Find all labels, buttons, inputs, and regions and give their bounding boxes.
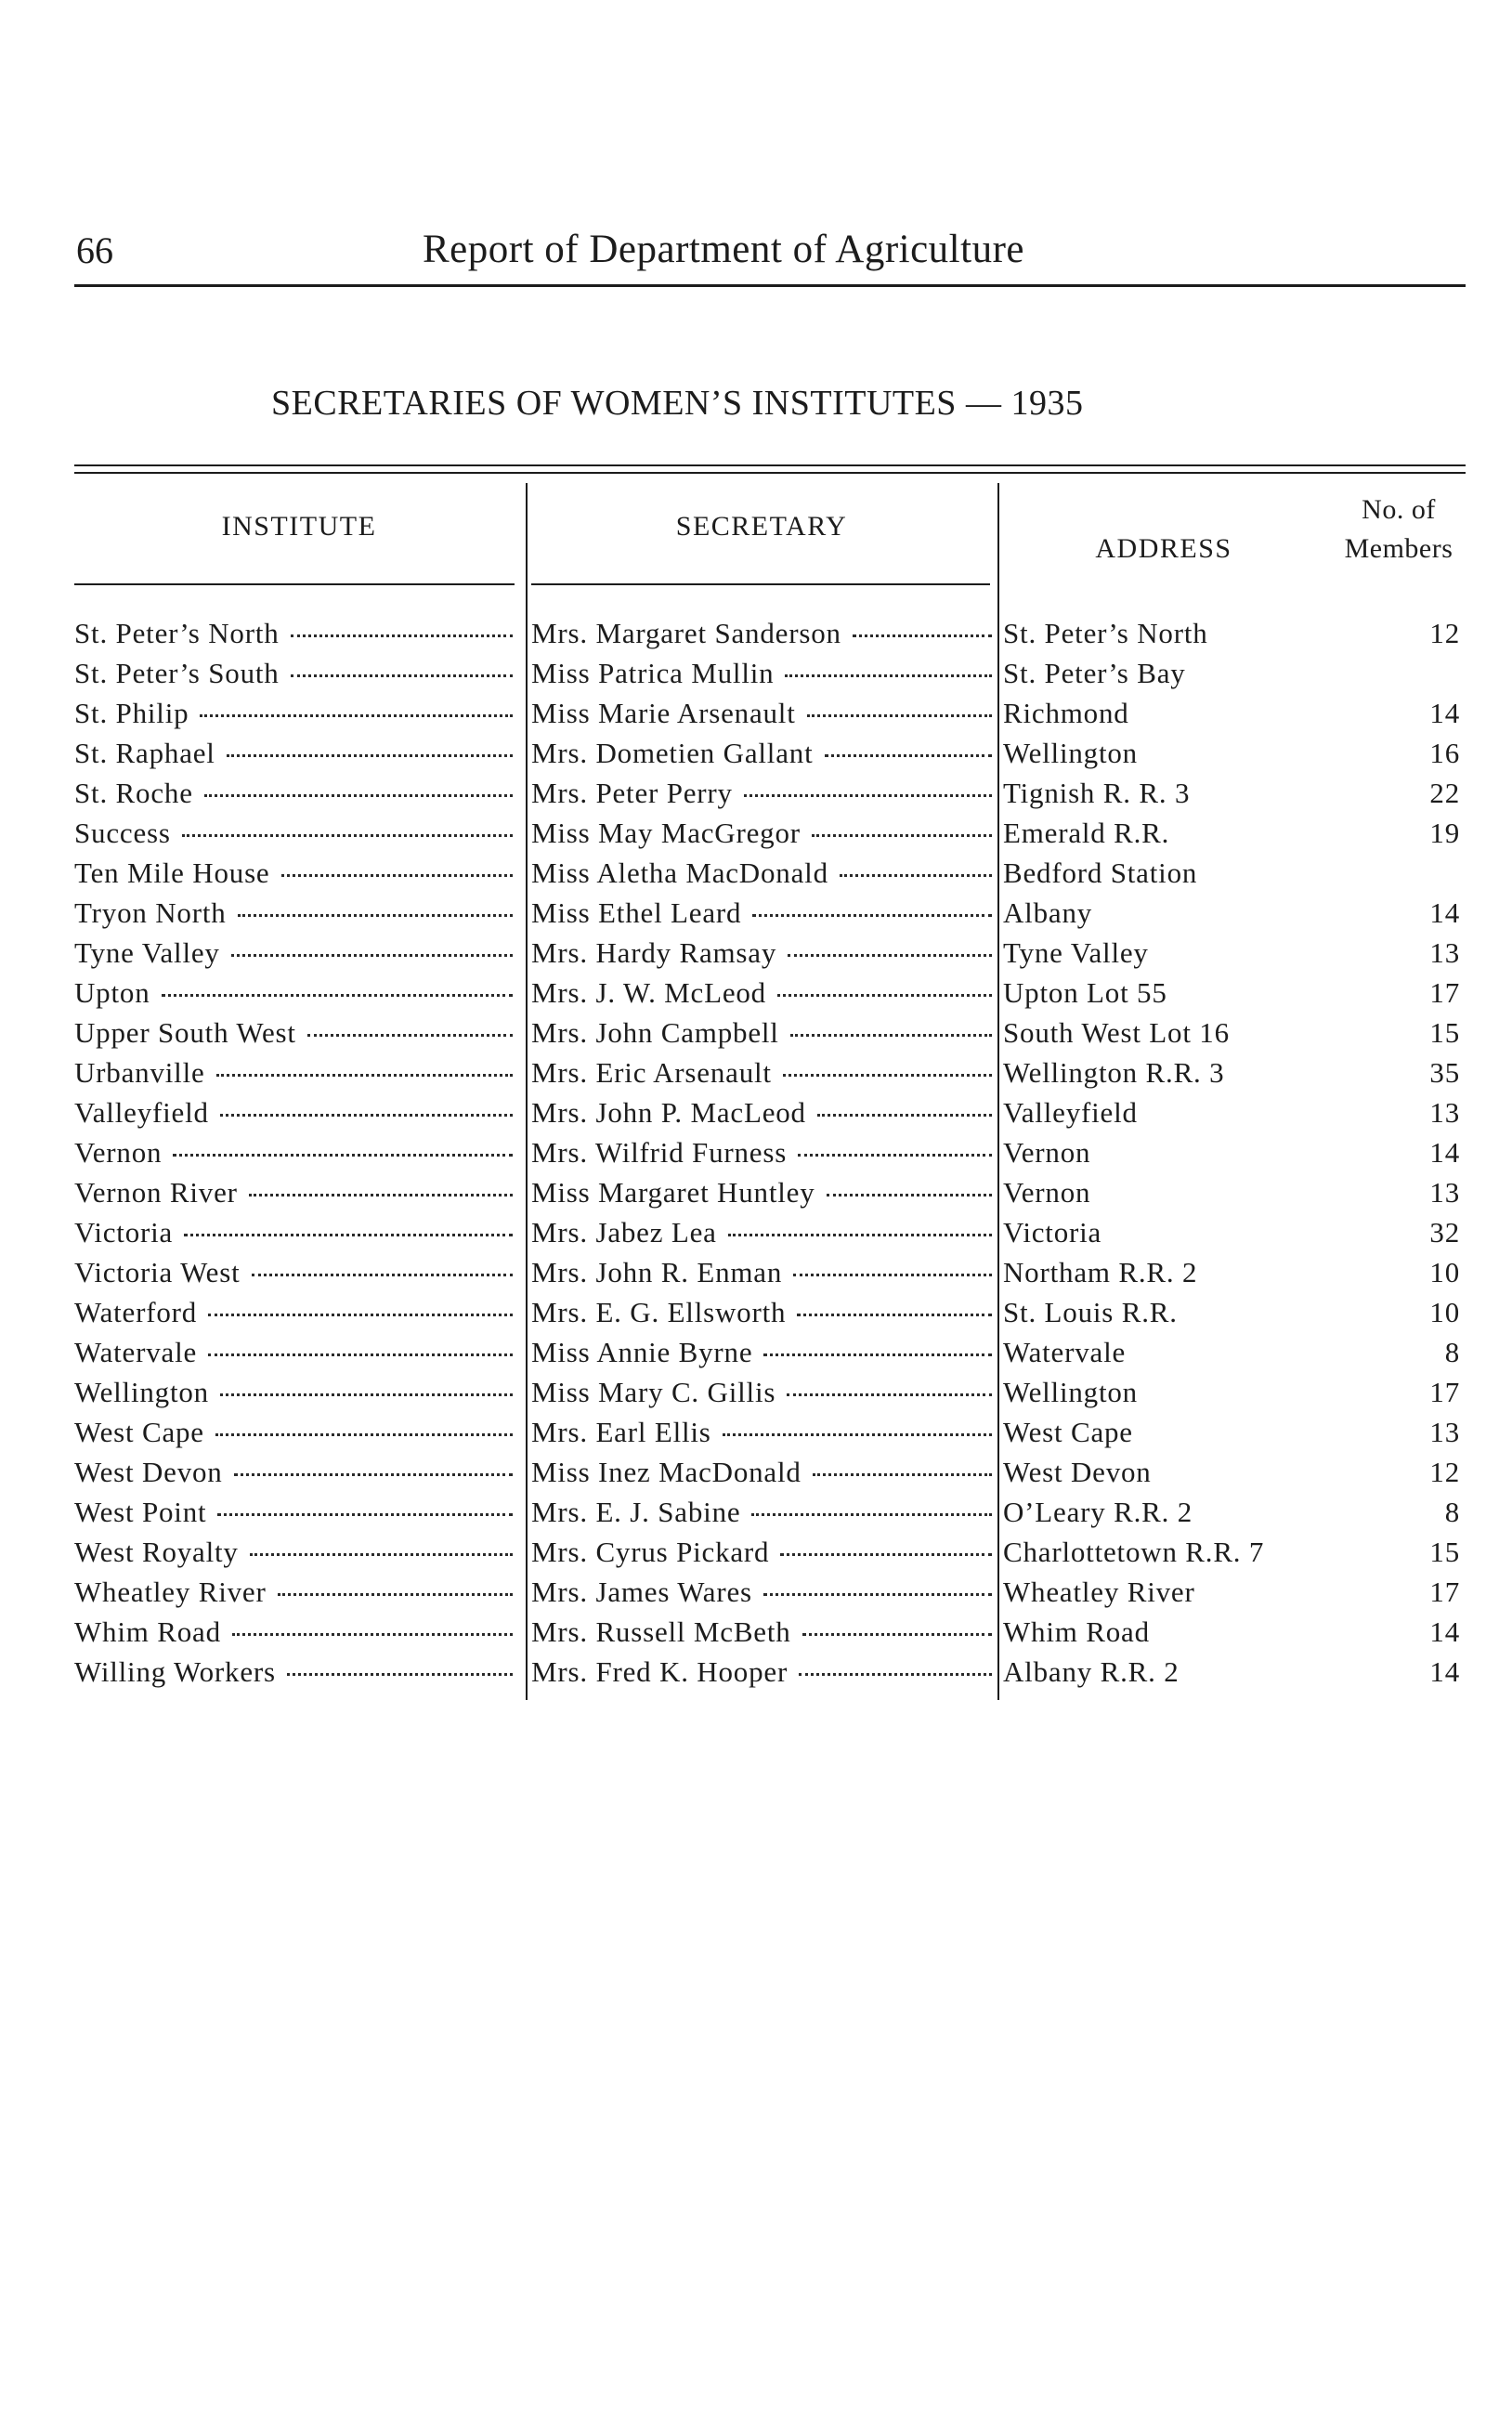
table-top-rule [74, 464, 1466, 466]
members-count: 17 [1429, 1576, 1460, 1608]
members-count: 13 [1429, 1096, 1460, 1129]
dot-leader [802, 1633, 992, 1636]
dot-leader [788, 954, 992, 957]
table-row [74, 1212, 1486, 1252]
institute-cell [74, 1572, 515, 1612]
members-count: 32 [1429, 1216, 1460, 1249]
address-cell: West Devon [1003, 1456, 1152, 1488]
secretary-name: Miss Inez MacDonald [531, 1456, 802, 1488]
institute-name: Tryon North [74, 896, 227, 929]
institute-name: Tyne Valley [74, 936, 220, 969]
table-row [74, 1252, 1486, 1292]
secretary-name: Miss May MacGregor [531, 817, 801, 849]
institute-name: Wellington [74, 1376, 209, 1408]
secretary-name: Mrs. Dometien Gallant [531, 737, 814, 769]
dot-leader [215, 1433, 513, 1436]
secretary-cell [531, 813, 994, 853]
institute-cell [74, 1372, 515, 1412]
address-cell: Bedford Station [1003, 856, 1198, 889]
address-cell: South West Lot 16 [1003, 1016, 1230, 1049]
secretary-name: Miss Annie Byrne [531, 1336, 753, 1368]
secretary-name: Miss Marie Arsenault [531, 697, 796, 729]
dot-leader [173, 1154, 513, 1157]
institute-name: Upper South West [74, 1016, 296, 1049]
secretary-name: Mrs. Peter Perry [531, 777, 733, 809]
address-cell: Whim Road [1003, 1615, 1150, 1648]
members-count: 17 [1429, 1376, 1460, 1408]
dot-leader [252, 1274, 513, 1276]
institute-name: Valleyfield [74, 1096, 209, 1129]
secretary-cell [531, 1053, 994, 1092]
secretary-cell [531, 1572, 994, 1612]
institute-name: St. Raphael [74, 737, 215, 769]
dot-leader [238, 914, 513, 917]
institute-name: West Royalty [74, 1536, 239, 1568]
members-count: 14 [1429, 1655, 1460, 1688]
secretary-name: Mrs. John P. MacLeod [531, 1096, 806, 1129]
institute-name: West Devon [74, 1456, 223, 1488]
dot-leader [234, 1473, 513, 1476]
secretary-cell [531, 973, 994, 1013]
table-row [74, 1532, 1486, 1572]
institute-cell [74, 773, 515, 813]
institute-cell [74, 653, 515, 693]
dot-leader [783, 1074, 992, 1077]
institute-name: West Point [74, 1496, 207, 1528]
secretary-name: Mrs. James Wares [531, 1576, 752, 1608]
table-row [74, 1652, 1486, 1692]
dot-leader [813, 1473, 992, 1476]
members-count: 13 [1429, 1176, 1460, 1209]
dot-leader [752, 914, 992, 917]
secretary-cell [531, 1452, 994, 1492]
dot-leader [291, 634, 513, 637]
members-count: 15 [1429, 1536, 1460, 1568]
secretary-name: Mrs. Eric Arsenault [531, 1056, 772, 1089]
dot-leader [853, 634, 992, 637]
table-row [74, 1492, 1486, 1532]
table-body [74, 613, 1486, 1692]
secretary-cell [531, 1132, 994, 1172]
secretary-cell [531, 733, 994, 773]
institute-name: Waterford [74, 1296, 198, 1328]
secretary-name: Miss Mary C. Gillis [531, 1376, 776, 1408]
secretary-cell [531, 1612, 994, 1652]
dot-leader [232, 1633, 513, 1636]
address-cell: Wellington [1003, 737, 1138, 769]
table-row [74, 1412, 1486, 1452]
secretary-cell [531, 893, 994, 933]
address-cell: Tignish R. R. 3 [1003, 777, 1191, 809]
institute-name: Upton [74, 976, 150, 1009]
dot-leader [291, 674, 513, 677]
institute-cell [74, 1492, 515, 1532]
dot-leader [840, 874, 992, 877]
address-cell: Valleyfield [1003, 1096, 1138, 1129]
table-row [74, 1292, 1486, 1332]
institute-cell [74, 733, 515, 773]
institute-name: St. Philip [74, 697, 189, 729]
institute-cell [74, 613, 515, 653]
institute-name: West Cape [74, 1416, 204, 1448]
secretary-name: Miss Aletha MacDonald [531, 856, 828, 889]
dot-leader [777, 994, 992, 997]
dot-leader [216, 1074, 513, 1077]
secretary-name: Mrs. Margaret Sanderson [531, 617, 841, 649]
institute-name: Vernon [74, 1136, 163, 1169]
table-row [74, 773, 1486, 813]
secretary-cell [531, 1212, 994, 1252]
members-count: 10 [1429, 1256, 1460, 1288]
secretary-cell [531, 1252, 994, 1292]
table-row [74, 1332, 1486, 1372]
running-title: Report of Department of Agriculture [423, 228, 1024, 271]
dot-leader [200, 714, 513, 717]
address-cell: Watervale [1003, 1336, 1127, 1368]
dot-leader [817, 1114, 992, 1117]
dot-leader [751, 1513, 992, 1516]
members-count: 14 [1429, 1136, 1460, 1169]
dot-leader [208, 1314, 513, 1316]
institute-cell [74, 1532, 515, 1572]
members-count: 19 [1429, 817, 1460, 849]
institute-cell [74, 1452, 515, 1492]
secretary-name: Miss Patrica Mullin [531, 657, 775, 689]
column-header-members-line1: No. of [1362, 494, 1436, 525]
dot-leader [204, 794, 513, 797]
address-cell: Vernon [1003, 1136, 1091, 1169]
institute-cell [74, 1412, 515, 1452]
institute-name: Victoria West [74, 1256, 241, 1288]
members-count: 16 [1429, 737, 1460, 769]
institute-cell [74, 973, 515, 1013]
dot-leader [744, 794, 992, 797]
dot-leader [728, 1234, 992, 1236]
dot-leader [249, 1194, 513, 1196]
members-count: 10 [1429, 1296, 1460, 1328]
secretary-name: Mrs. Russell McBeth [531, 1615, 791, 1648]
table-row [74, 1172, 1486, 1212]
page-number: 66 [76, 229, 113, 271]
institute-name: Victoria [74, 1216, 174, 1249]
dot-leader [231, 954, 513, 957]
members-count: 15 [1429, 1016, 1460, 1049]
institute-cell [74, 1092, 515, 1132]
dot-leader [250, 1553, 513, 1556]
dot-leader [182, 834, 513, 837]
institute-cell [74, 1292, 515, 1332]
secretary-cell [531, 1092, 994, 1132]
column-header-members-line2: Members [1344, 533, 1453, 564]
address-cell: St. Louis R.R. [1003, 1296, 1178, 1328]
secretary-cell [531, 693, 994, 733]
secretary-name: Mrs. John R. Enman [531, 1256, 783, 1288]
institute-name: Vernon River [74, 1176, 238, 1209]
address-cell: Albany R.R. 2 [1003, 1655, 1180, 1688]
secretary-name: Mrs. John Campbell [531, 1016, 779, 1049]
institute-cell [74, 1252, 515, 1292]
institute-name: Ten Mile House [74, 856, 270, 889]
address-cell: Upton Lot 55 [1003, 976, 1167, 1009]
members-count: 14 [1429, 896, 1460, 929]
table-row [74, 613, 1486, 653]
institute-cell [74, 853, 515, 893]
address-cell: Wellington R.R. 3 [1003, 1056, 1225, 1089]
institute-name: Willing Workers [74, 1655, 276, 1688]
members-count: 14 [1429, 697, 1460, 729]
address-cell: Emerald R.R. [1003, 817, 1170, 849]
table-row [74, 693, 1486, 733]
secretary-cell [531, 1292, 994, 1332]
institute-cell [74, 1172, 515, 1212]
address-cell: St. Peter’s Bay [1003, 657, 1186, 689]
table-row [74, 893, 1486, 933]
dot-leader [287, 1673, 513, 1676]
table-row [74, 653, 1486, 693]
table-row [74, 1092, 1486, 1132]
secretary-name: Mrs. J. W. McLeod [531, 976, 766, 1009]
institute-cell [74, 933, 515, 973]
address-cell: St. Peter’s North [1003, 617, 1208, 649]
members-count: 13 [1429, 936, 1460, 969]
secretary-cell [531, 853, 994, 893]
institute-name: Whim Road [74, 1615, 221, 1648]
dot-leader [825, 754, 993, 757]
header-underline-secretary [531, 583, 990, 585]
secretary-cell [531, 1412, 994, 1452]
institute-cell [74, 1652, 515, 1692]
dot-leader [797, 1314, 992, 1316]
institute-cell [74, 1013, 515, 1053]
dot-leader [799, 1673, 992, 1676]
institute-cell [74, 1212, 515, 1252]
secretary-cell [531, 1013, 994, 1053]
table-row [74, 1572, 1486, 1612]
address-cell: Albany [1003, 896, 1093, 929]
dot-leader [827, 1194, 992, 1196]
dot-leader [220, 1393, 513, 1396]
members-count: 12 [1429, 1456, 1460, 1488]
table-row [74, 1053, 1486, 1092]
dot-leader [780, 1553, 992, 1556]
table-row [74, 1372, 1486, 1412]
dot-leader [227, 754, 513, 757]
column-header-address: ADDRESS [1095, 533, 1232, 564]
members-count: 35 [1429, 1056, 1460, 1089]
secretary-name: Mrs. Fred K. Hooper [531, 1655, 789, 1688]
members-count: 8 [1444, 1496, 1460, 1528]
dot-leader [723, 1433, 992, 1436]
members-count: 22 [1429, 777, 1460, 809]
table-row [74, 973, 1486, 1013]
dot-leader [790, 1034, 992, 1037]
institute-name: Urbanville [74, 1056, 205, 1089]
dot-leader [307, 1034, 513, 1037]
institute-name: Watervale [74, 1336, 198, 1368]
address-cell: Victoria [1003, 1216, 1102, 1249]
table-row [74, 853, 1486, 893]
institute-name: St. Peter’s North [74, 617, 280, 649]
table-row [74, 933, 1486, 973]
institute-name: St. Peter’s South [74, 657, 280, 689]
members-count: 14 [1429, 1615, 1460, 1648]
institute-cell [74, 893, 515, 933]
secretary-name: Mrs. Cyrus Pickard [531, 1536, 770, 1568]
institute-name: St. Roche [74, 777, 193, 809]
dot-leader [220, 1114, 513, 1117]
table-title: SECRETARIES OF WOMEN’S INSTITUTES — 1935 [271, 384, 1084, 423]
secretary-cell [531, 1492, 994, 1532]
dot-leader [184, 1234, 513, 1236]
secretary-cell [531, 1332, 994, 1372]
column-header-institute: INSTITUTE [221, 511, 377, 542]
institute-cell [74, 693, 515, 733]
dot-leader [763, 1593, 992, 1596]
table-row [74, 1452, 1486, 1492]
secretary-cell [531, 1532, 994, 1572]
secretary-name: Mrs. Earl Ellis [531, 1416, 711, 1448]
column-header-secretary: SECRETARY [675, 511, 848, 542]
address-cell: Vernon [1003, 1176, 1091, 1209]
secretary-cell [531, 613, 994, 653]
secretary-name: Mrs. Wilfrid Furness [531, 1136, 788, 1169]
table-row [74, 733, 1486, 773]
address-cell: Northam R.R. 2 [1003, 1256, 1198, 1288]
address-cell: West Cape [1003, 1416, 1133, 1448]
address-cell: Tyne Valley [1003, 936, 1149, 969]
institute-cell [74, 1053, 515, 1092]
institute-cell [74, 1132, 515, 1172]
table-row [74, 1612, 1486, 1652]
secretary-name: Mrs. E. J. Sabine [531, 1496, 741, 1528]
table-row [74, 813, 1486, 853]
institute-name: Success [74, 817, 171, 849]
dot-leader [787, 1393, 992, 1396]
table-row [74, 1132, 1486, 1172]
secretary-name: Mrs. E. G. Ellsworth [531, 1296, 787, 1328]
address-cell: Wellington [1003, 1376, 1138, 1408]
dot-leader [208, 1353, 513, 1356]
members-count: 8 [1444, 1336, 1460, 1368]
dot-leader [785, 674, 992, 677]
secretary-cell [531, 773, 994, 813]
dot-leader [793, 1274, 992, 1276]
members-count: 12 [1429, 617, 1460, 649]
secretary-cell [531, 653, 994, 693]
secretary-cell [531, 933, 994, 973]
dot-leader [807, 714, 992, 717]
secretary-name: Miss Ethel Leard [531, 896, 742, 929]
members-count: 17 [1429, 976, 1460, 1009]
header-underline-institute [74, 583, 515, 585]
secretary-cell [531, 1652, 994, 1692]
dot-leader [812, 834, 992, 837]
dot-leader [763, 1353, 992, 1356]
secretary-name: Miss Margaret Huntley [531, 1176, 815, 1209]
table-row [74, 1013, 1486, 1053]
institute-name: Wheatley River [74, 1576, 267, 1608]
institute-cell [74, 1612, 515, 1652]
members-count: 13 [1429, 1416, 1460, 1448]
dot-leader [278, 1593, 513, 1596]
secretary-name: Mrs. Jabez Lea [531, 1216, 717, 1249]
address-cell: Wheatley River [1003, 1576, 1195, 1608]
dot-leader [217, 1513, 513, 1516]
address-cell: O’Leary R.R. 2 [1003, 1496, 1193, 1528]
table-top-rule-inner [74, 472, 1466, 474]
secretary-cell [531, 1172, 994, 1212]
dot-leader [281, 874, 514, 877]
institute-cell [74, 1332, 515, 1372]
address-cell: Richmond [1003, 697, 1129, 729]
secretary-cell [531, 1372, 994, 1412]
secretary-name: Mrs. Hardy Ramsay [531, 936, 777, 969]
address-cell: Charlottetown R.R. 7 [1003, 1536, 1265, 1568]
header-rule [74, 284, 1466, 287]
institute-cell [74, 813, 515, 853]
dot-leader [162, 994, 514, 997]
dot-leader [798, 1154, 992, 1157]
